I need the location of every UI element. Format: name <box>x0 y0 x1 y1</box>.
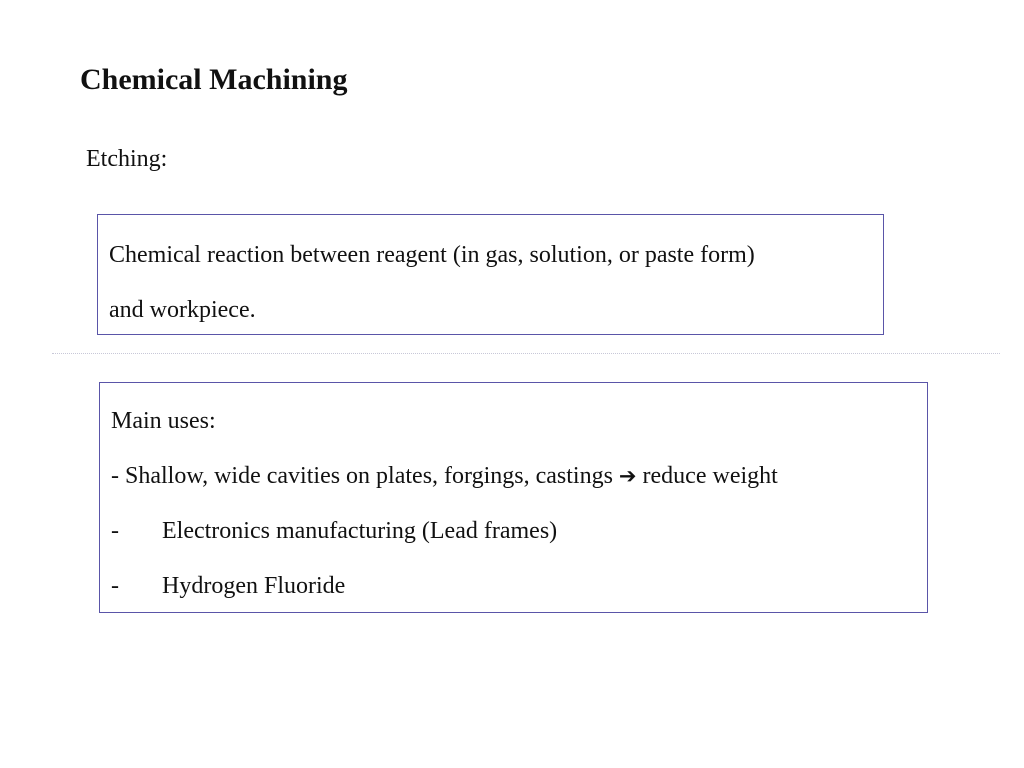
use-item-electronics <box>111 513 927 568</box>
use-item-cavities <box>111 458 927 513</box>
definition-box <box>97 214 884 335</box>
use-item-hydrogen-fluoride-text: Hydrogen Fluoride <box>162 573 346 599</box>
bullet-dash: - <box>111 518 119 544</box>
definition-line-1: Chemical reaction between reagent (in gas, solution, or paste form) <box>109 241 755 268</box>
right-arrow-icon: ➔ <box>618 464 637 488</box>
slide-title: Chemical Machining <box>80 63 348 96</box>
section-label-etching: Etching: <box>86 146 168 172</box>
main-uses-heading-text: Main uses: <box>111 408 216 434</box>
use-item-electronics-text: Electronics manufacturing (Lead frames) <box>162 518 558 544</box>
dotted-divider <box>52 353 1000 354</box>
bullet-dash: - <box>111 573 119 599</box>
main-uses-box <box>99 382 928 613</box>
use-item-cavities-result: reduce weight <box>642 463 778 489</box>
definition-line-2: and workpiece. <box>109 296 256 323</box>
use-item-cavities-text: - Shallow, wide cavities on plates, forgings, castings <box>111 463 613 489</box>
main-uses-heading <box>111 403 927 458</box>
use-item-hydrogen-fluoride <box>111 568 927 623</box>
